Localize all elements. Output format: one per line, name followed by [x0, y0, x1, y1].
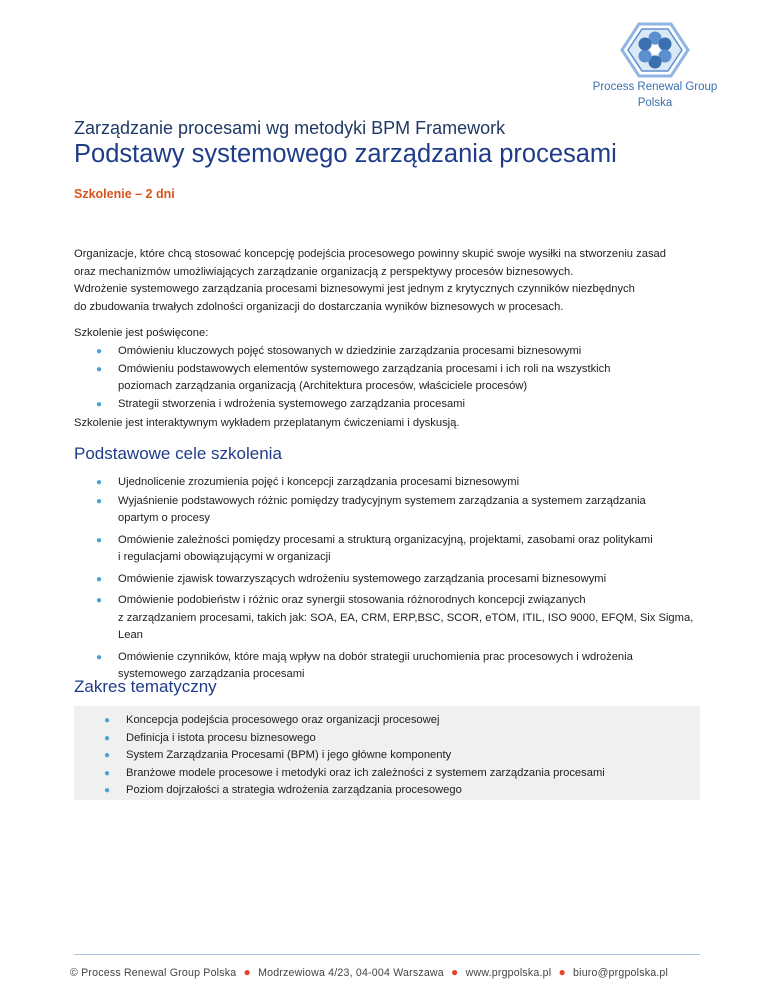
list-item-text: Branżowe modele procesowe i metodyki oraz ich zależności z systemem zarządzania procesami	[126, 766, 605, 779]
logo-name-line1: Process Renewal Group	[592, 81, 718, 93]
list-item-text: Omówienie zjawisk towarzyszących wdrożeniu systemowego zarządzania procesami biznesowymi	[118, 572, 607, 585]
list-item-text: Omówienie podobieństw i różnic oraz synergii stosowania różnorodnych koncepcji związanych z zarządzaniem procesami, takich jak: SOA, EA, CRM, ERP,BSC, SCOR, eTOM, ITIL, ISO 9000, EFQM, Six Sigma, Lean	[118, 594, 694, 641]
list-item-text: Wyjaśnienie podstawowych różnic pomiędzy tradycyjnym systemem zarządzania a systemem zarządzania opartym o procesy	[118, 494, 646, 524]
list-item	[74, 361, 610, 396]
bullet-icon: ●	[96, 346, 103, 357]
footer-company: © Process Renewal Group Polska	[70, 967, 237, 979]
bullet-icon: ●	[96, 595, 103, 606]
dedicated-lead: Szkolenie jest poświęcone:	[74, 327, 209, 339]
list-item	[74, 343, 610, 361]
list-item	[74, 532, 693, 567]
intro-line: Wdrożenie systemowego zarządzania procesami biznesowymi jest jednym z krytycznych czynników niezbędnych	[74, 283, 635, 295]
bullet-icon: ●	[96, 477, 103, 488]
list-item	[74, 592, 693, 645]
bullet-icon: ●	[104, 715, 111, 726]
dedicated-closing: Szkolenie jest interaktywnym wykładem przeplatanym ćwiczeniami i dyskusją.	[74, 417, 460, 429]
footer-email-link[interactable]: biuro@prgpolska.pl	[573, 967, 669, 979]
dedicated-list	[74, 343, 610, 413]
footer-divider	[74, 954, 700, 955]
list-item	[82, 782, 605, 800]
list-item	[82, 765, 605, 783]
list-item-text: System Zarządzania Procesami (BPM) i jego główne komponenty	[126, 749, 452, 761]
list-item-text: Omówienie zależności pomiędzy procesami a strukturą organizacyjną, projektami, zasobami oraz politykami i regulacjami obowiązującymi w organizacji	[118, 533, 653, 563]
list-item-text: Poziom dojrzałości a strategia wdrożenia zarządzania procesowego	[126, 784, 462, 796]
intro-line: oraz mechanizmów umożliwiających zarządzanie organizacją z perspektywy procesów biznesowych.	[74, 266, 574, 278]
list-item-text: Omówieniu kluczowych pojęć stosowanych w dziedzinie zarządzania procesami biznesowymi	[118, 345, 582, 357]
list-item	[74, 493, 693, 528]
list-item	[74, 396, 610, 414]
list-item-text: Koncepcja podejścia procesowego oraz organizacji procesowej	[126, 714, 440, 726]
list-item	[82, 747, 605, 765]
list-item-text: Strategii stworzenia i wdrożenia systemowego zarządzania procesami	[118, 397, 465, 410]
bullet-icon: ●	[104, 785, 111, 796]
list-item-text: Definicja i istota procesu biznesowego	[126, 731, 316, 744]
bullet-icon: ●	[104, 767, 111, 779]
intro-line: Organizacje, które chcą stosować koncepcję podejścia procesowego powinny skupić swoje wysiłki na stworzeniu zasad	[74, 248, 666, 260]
list-item-text: Ujednolicenie zrozumienia pojęć i koncepcji zarządzania procesami biznesowymi	[118, 476, 520, 488]
scope-list	[82, 712, 605, 800]
footer-bullet-icon: ●	[558, 965, 566, 979]
bullet-icon: ●	[104, 732, 111, 744]
list-item	[74, 571, 693, 589]
footer-address: Modrzewiowa 4/23, 04-004 Warszawa	[258, 967, 444, 979]
footer-website-link[interactable]: www.prgpolska.pl	[465, 967, 552, 979]
footer-bullet-icon: ●	[243, 965, 251, 979]
page-title: Podstawy systemowego zarządzania procesami	[74, 140, 617, 168]
bullet-icon: ●	[96, 651, 103, 663]
course-line: Zarządzanie procesami wg metodyki BPM Framework	[74, 118, 506, 138]
list-item-text: Omówienie czynników, które mają wpływ na dobór strategii uruchomienia prac procesowych i wdrożenia systemowego zarządzania procesami	[118, 650, 633, 680]
list-item-text: Omówieniu podstawowych elementów systemowego zarządzania procesami i ich roli na wszystkich poziomach zarządzania organizacją (Architektura procesów, właściciele procesów)	[118, 362, 611, 392]
logo-name-line2: Polska	[637, 97, 673, 109]
bullet-icon: ●	[96, 495, 103, 507]
duration-label: Szkolenie – 2 dni	[74, 187, 175, 201]
list-item	[82, 730, 605, 748]
list-item	[74, 474, 693, 492]
list-item	[82, 712, 605, 730]
footer-bullet-icon: ●	[451, 965, 459, 979]
intro-line: do zbudowania trwałych zdolności organizacji do dostarczania wyników biznesowych w procesach.	[74, 301, 564, 313]
goals-list	[74, 474, 693, 684]
bullet-icon: ●	[96, 363, 103, 375]
bullet-icon: ●	[96, 573, 103, 585]
bullet-icon: ●	[96, 398, 103, 410]
bullet-icon: ●	[96, 534, 103, 546]
goals-heading: Podstawowe cele szkolenia	[74, 444, 282, 463]
scope-heading: Zakres tematyczny	[74, 677, 217, 696]
footer	[70, 965, 668, 979]
company-logo	[585, 22, 725, 110]
hexagon-logo-icon	[618, 22, 692, 78]
bullet-icon: ●	[104, 750, 111, 761]
